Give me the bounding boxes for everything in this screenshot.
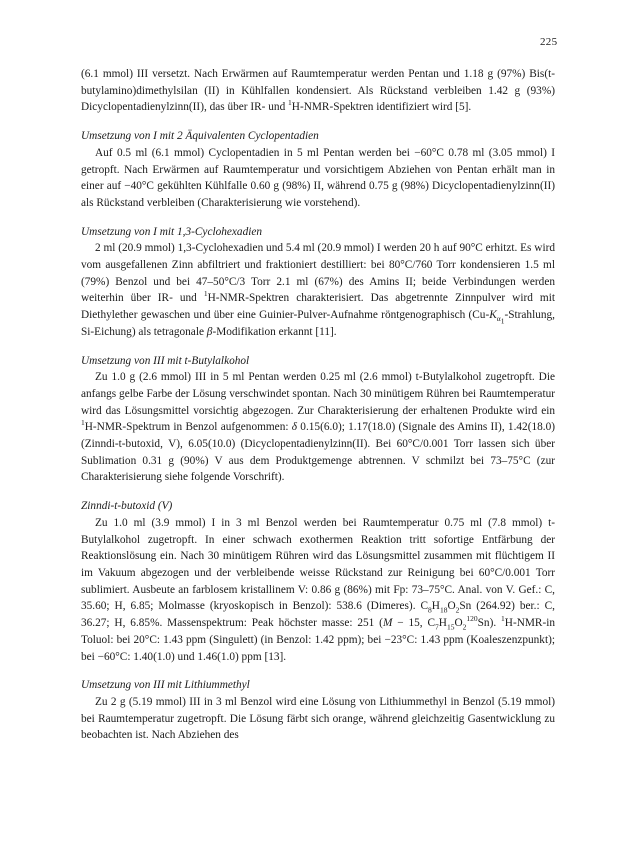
paragraph: Zu 1.0 ml (3.9 mmol) I in 3 ml Benzol werden bei Raumtemperatur 0.75 ml (7.8 mmol) t-Butylalkohol zugetropft. In einer schwach exothermen Reaktion tritt sofortige Entfärbung der Reaktionslösung ein. Nach 30 minütigem Rühren wird das Lösungsmittel zusammen mit flüchtigem II im Vakuum abgezogen und der verbleibende weisse Rückstand zur Reinigung bei 60°C/0.001 Torr sublimiert. Ausbeute an farblosem kristallinem V: 0.86 g (86%) mit Fp: 73–75°C. Anal. von V. Gef.: C, 35.60; H, 6.85; Molmasse (kryoskopisch in Benzol): 538.6 (Dimeres). $C_8H_{18}O_2Sn$ (264.92) ber.: C, 36.27; H, 6.85%. Massenspektrum: Peak höchster masse: 251 (M − 15, $C_7H_{15}O_2^{120}Sn$). $^1$H-NMR-in Toluol: bei 20°C: 1.43 ppm (Singulett) (in Benzol: 1.42 ppm); bei −23°C: 1.43 ppm (Koaleszenzpunkt); bei −60°C: 1.40(1.0) und 1.46(1.0) ppm [13].	[81, 516, 556, 663]
paragraph: Auf 0.5 ml (6.1 mmol) Cyclopentadien in 5 ml Pentan werden bei −60°C 0.78 ml (3.05 mmol) I getropft. Nach Erwärmen auf Raumtemperatur und vorsichtigem Abziehen von Pentan erhält man in einer auf −40°C gekühlten Kühlfalle 0.60 g (98%) II, während 0.75 g (98%) Dicyclopentadienylzinn(II) als Rückstand verbleiben (Charakterisierung wie vorstehend).	[81, 146, 555, 209]
paragraph: 2 ml (20.9 mmol) 1,3-Cyclohexadien und 5.4 ml (20.9 mmol) I werden 20 h auf 90°C erhitzt. Es wird vom ausgefallenen Zinn abfiltriert und fraktioniert destilliert: bei 80°C/760 Torr kondensieren 1.5 ml (79%) Benzol und bei 47–50°C/3 Torr 2.1 ml (67%) des Amins II; beide Verbindungen werden weiterhin über IR- und $^1$H-NMR-Spektren charakterisiert. Das abgetrennte Zinnpulver wird mit Diethylether gewaschen und über eine Guinier-Pulver-Aufnahme röntgenographisch ($Cu-K_{\alpha_1}$-Strahlung, Si-Eichung) als tetragonale β-Modifikation erkannt [11].	[81, 242, 555, 338]
section-heading: Umsetzung von I mit 1,3-Cyclohexadien	[81, 225, 263, 238]
paragraph: Zu 2 g (5.19 mmol) III in 3 ml Benzol wird eine Lösung von Lithiummethyl in Benzol (5.19 mmol) bei Raumtemperatur zugetropft. Die Lösung färbt sich orange, während gleichzeitig Gasentwicklung zu beobachten ist. Nach Abziehen des	[81, 695, 555, 742]
section-heading: Zinndi-t-butoxid (V)	[81, 500, 173, 513]
section-heading: Umsetzung von III mit Lithiummethyl	[81, 679, 250, 692]
section-heading: Umsetzung von III mit t-Butylalkohol	[81, 354, 250, 367]
section-heading: Umsetzung von I mit 2 Äquivalenten Cyclopentadien	[81, 130, 319, 143]
paragraph: (6.1 mmol) III versetzt. Nach Erwärmen auf Raumtemperatur werden Pentan und 1.18 g (97%) Bis(t-butylamino)dimethylsilan (II) in Kühlfallen kondensiert. Als Rückstand verbleiben 1.42 g (93%) Dicyclopentadienylzinn(II), das über IR- und $^1$H-NMR-Spektren identifiziert wird [5].	[81, 68, 555, 114]
page-number: 225	[540, 36, 558, 48]
paragraph: Zu 1.0 g (2.6 mmol) III in 5 ml Pentan werden 0.25 ml (2.6 mmol) t-Butylalkohol zugetropft. Die anfangs gelbe Farbe der Lösung verschwindet spontan. Nach 30 minütigem Rühren bei Raumtemperatur wird das Lösungsmittel vorsichtig abgezogen. Zur Charakterisierung der erhaltenen Produkte wird ein $^1$H-NMR-Spektrum in Benzol aufgenommen: δ 0.15(6.0); 1.17(18.0) (Signale des Amins II), 1.42(18.0) (Zinndi-t-butoxid, V), 6.05(10.0) (Dicyclopentadienylzinn(II). Bei 60°C/0.001 Torr lassen sich über Sublimation 0.31 g (90%) V aus dem Produktgemenge abtrennen. V schmilzt bei 73–75°C (zur Charakterisierung siehe folgende Vorschrift).	[81, 371, 555, 484]
article-body	[81, 66, 555, 744]
